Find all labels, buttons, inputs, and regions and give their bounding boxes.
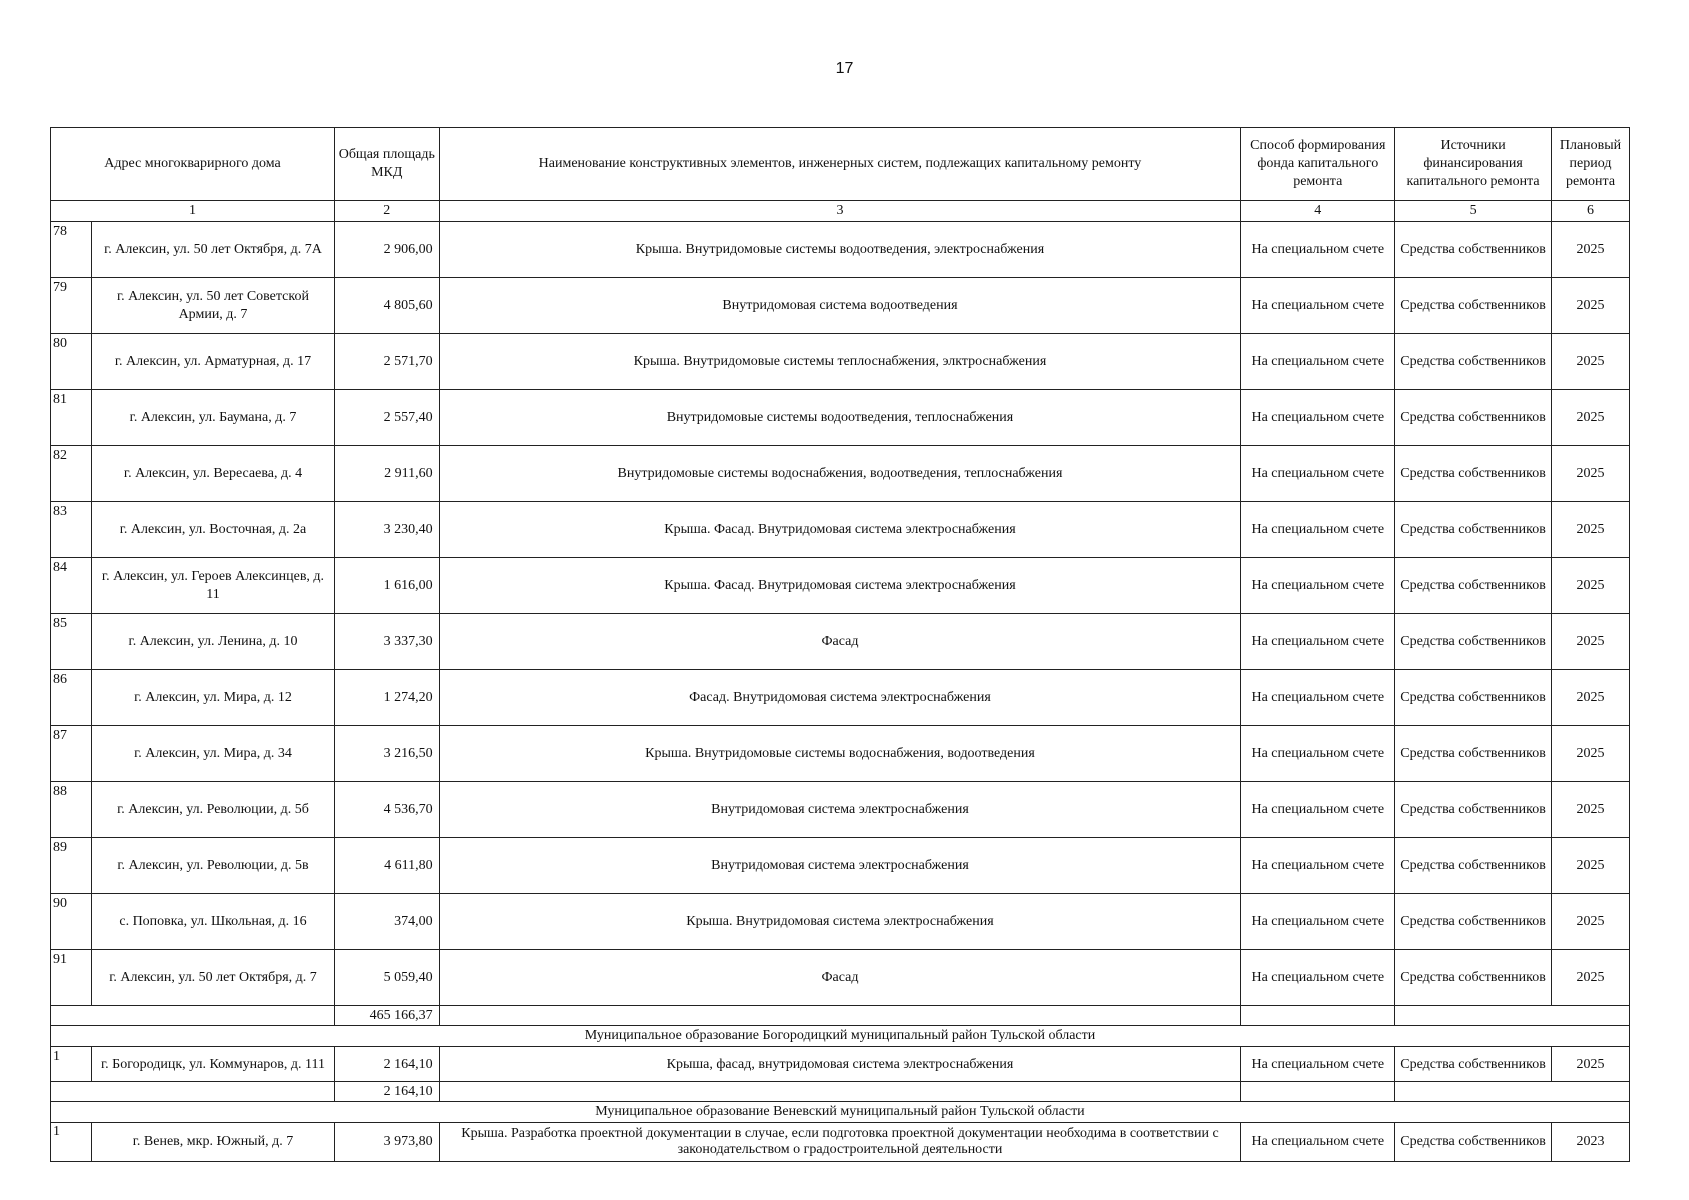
row-area: 374,00 bbox=[335, 894, 440, 950]
column-number: 5 bbox=[1395, 201, 1552, 222]
row-number: 1 bbox=[51, 1123, 92, 1162]
row-address: г. Алексин, ул. Мира, д. 12 bbox=[92, 670, 335, 726]
row-elements: Крыша, фасад, внутридомовая система электроснабжения bbox=[439, 1047, 1241, 1082]
row-period: 2023 bbox=[1552, 1123, 1630, 1162]
row-number: 83 bbox=[51, 502, 92, 558]
table-row bbox=[51, 614, 1630, 670]
row-address: г. Алексин, ул. Ленина, д. 10 bbox=[92, 614, 335, 670]
row-method: На специальном счете bbox=[1241, 838, 1395, 894]
header-period: Плановый период ремонта bbox=[1552, 128, 1630, 201]
column-number: 2 bbox=[335, 201, 440, 222]
row-number: 79 bbox=[51, 278, 92, 334]
page-number: 17 bbox=[835, 60, 854, 77]
row-method: На специальном счете bbox=[1241, 894, 1395, 950]
header-row bbox=[51, 128, 1630, 201]
section-heading-row bbox=[51, 1026, 1630, 1047]
section-heading-venev: Муниципальное образование Веневский муниципальный район Тульской области bbox=[51, 1102, 1630, 1123]
row-elements: Фасад bbox=[439, 614, 1241, 670]
row-address: г. Алексин, ул. Арматурная, д. 17 bbox=[92, 334, 335, 390]
row-method: На специальном счете bbox=[1241, 390, 1395, 446]
row-method: На специальном счете bbox=[1241, 334, 1395, 390]
row-method: На специальном счете bbox=[1241, 950, 1395, 1006]
row-method: На специальном счете bbox=[1241, 278, 1395, 334]
row-number: 78 bbox=[51, 222, 92, 278]
row-elements: Крыша. Внутридомовые системы водоотведения, электроснабжения bbox=[439, 222, 1241, 278]
row-elements: Внутридомовая система водоотведения bbox=[439, 278, 1241, 334]
row-address: г. Алексин, ул. Мира, д. 34 bbox=[92, 726, 335, 782]
row-address: г. Алексин, ул. Вересаева, д. 4 bbox=[92, 446, 335, 502]
table-row bbox=[51, 390, 1630, 446]
row-elements: Крыша. Внутридомовая система электроснабжения bbox=[439, 894, 1241, 950]
row-area: 1 274,20 bbox=[335, 670, 440, 726]
row-period: 2025 bbox=[1552, 838, 1630, 894]
row-number: 91 bbox=[51, 950, 92, 1006]
row-method: На специальном счете bbox=[1241, 558, 1395, 614]
row-source: Средства собственников bbox=[1395, 1123, 1552, 1162]
row-source: Средства собственников bbox=[1395, 502, 1552, 558]
row-address: г. Алексин, ул. Революции, д. 5б bbox=[92, 782, 335, 838]
row-period: 2025 bbox=[1552, 334, 1630, 390]
row-period: 2025 bbox=[1552, 950, 1630, 1006]
row-number: 81 bbox=[51, 390, 92, 446]
row-number: 89 bbox=[51, 838, 92, 894]
header-address: Адрес многокварирного дома bbox=[51, 128, 335, 201]
subtotal-empty-cell bbox=[1395, 1082, 1630, 1102]
row-method: На специальном счете bbox=[1241, 670, 1395, 726]
subtotal-area: 2 164,10 bbox=[335, 1082, 440, 1102]
row-address: г. Алексин, ул. 50 лет Советской Армии, д. 7 bbox=[92, 278, 335, 334]
subtotal-empty-cell bbox=[1395, 1006, 1630, 1026]
table-row bbox=[51, 1123, 1630, 1162]
subtotal-empty-cell bbox=[439, 1082, 1241, 1102]
row-area: 3 337,30 bbox=[335, 614, 440, 670]
row-area: 4 536,70 bbox=[335, 782, 440, 838]
row-number: 82 bbox=[51, 446, 92, 502]
subtotal-label-cell bbox=[51, 1006, 335, 1026]
row-area: 4 611,80 bbox=[335, 838, 440, 894]
row-elements: Фасад. Внутридомовая система электроснабжения bbox=[439, 670, 1241, 726]
row-address: г. Алексин, ул. Баумана, д. 7 bbox=[92, 390, 335, 446]
row-elements: Крыша. Внутридомовые системы теплоснабжения, элктроснабжения bbox=[439, 334, 1241, 390]
row-source: Средства собственников bbox=[1395, 334, 1552, 390]
table-row bbox=[51, 1047, 1630, 1082]
row-period: 2025 bbox=[1552, 222, 1630, 278]
table-row bbox=[51, 558, 1630, 614]
row-elements: Крыша. Внутридомовые системы водоснабжения, водоотведения bbox=[439, 726, 1241, 782]
subtotal-row bbox=[51, 1082, 1630, 1102]
row-method: На специальном счете bbox=[1241, 446, 1395, 502]
row-source: Средства собственников bbox=[1395, 950, 1552, 1006]
table-row bbox=[51, 278, 1630, 334]
row-method: На специальном счете bbox=[1241, 614, 1395, 670]
row-area: 2 571,70 bbox=[335, 334, 440, 390]
table-row bbox=[51, 894, 1630, 950]
header-area: Общая площадь МКД bbox=[335, 128, 440, 201]
row-source: Средства собственников bbox=[1395, 838, 1552, 894]
column-number: 1 bbox=[51, 201, 335, 222]
table-row bbox=[51, 782, 1630, 838]
row-elements: Внутридомовые системы водоотведения, теплоснабжения bbox=[439, 390, 1241, 446]
table-row bbox=[51, 446, 1630, 502]
column-number: 3 bbox=[439, 201, 1241, 222]
row-elements: Внутридомовая система электроснабжения bbox=[439, 838, 1241, 894]
row-source: Средства собственников bbox=[1395, 222, 1552, 278]
subtotal-row bbox=[51, 1006, 1630, 1026]
subtotal-area: 465 166,37 bbox=[335, 1006, 440, 1026]
row-area: 2 557,40 bbox=[335, 390, 440, 446]
subtotal-empty-cell bbox=[1241, 1006, 1395, 1026]
row-number: 90 bbox=[51, 894, 92, 950]
row-number: 85 bbox=[51, 614, 92, 670]
section-heading-bogoroditsk: Муниципальное образование Богородицкий муниципальный район Тульской области bbox=[51, 1026, 1630, 1047]
row-elements: Фасад bbox=[439, 950, 1241, 1006]
header-elements: Наименование конструктивных элементов, инженерных систем, подлежащих капитальному ремонту bbox=[439, 128, 1241, 201]
row-method: На специальном счете bbox=[1241, 222, 1395, 278]
row-period: 2025 bbox=[1552, 446, 1630, 502]
subtotal-label-cell bbox=[51, 1082, 335, 1102]
row-elements: Крыша. Фасад. Внутридомовая система электроснабжения bbox=[439, 558, 1241, 614]
repair-program-table bbox=[50, 127, 1630, 1162]
row-elements: Внутридомовая система электроснабжения bbox=[439, 782, 1241, 838]
row-number: 80 bbox=[51, 334, 92, 390]
row-method: На специальном счете bbox=[1241, 502, 1395, 558]
table-row bbox=[51, 502, 1630, 558]
row-period: 2025 bbox=[1552, 502, 1630, 558]
row-source: Средства собственников bbox=[1395, 390, 1552, 446]
table-row bbox=[51, 334, 1630, 390]
table-row bbox=[51, 670, 1630, 726]
row-area: 2 906,00 bbox=[335, 222, 440, 278]
row-source: Средства собственников bbox=[1395, 614, 1552, 670]
row-period: 2025 bbox=[1552, 278, 1630, 334]
row-period: 2025 bbox=[1552, 614, 1630, 670]
row-source: Средства собственников bbox=[1395, 1047, 1552, 1082]
row-source: Средства собственников bbox=[1395, 670, 1552, 726]
row-address: г. Богородицк, ул. Коммунаров, д. 111 bbox=[92, 1047, 335, 1082]
row-area: 2 911,60 bbox=[335, 446, 440, 502]
row-address: г. Алексин, ул. Революции, д. 5в bbox=[92, 838, 335, 894]
row-source: Средства собственников bbox=[1395, 558, 1552, 614]
column-number: 4 bbox=[1241, 201, 1395, 222]
row-elements: Крыша. Фасад. Внутридомовая система электроснабжения bbox=[439, 502, 1241, 558]
row-area: 3 973,80 bbox=[335, 1123, 440, 1162]
row-period: 2025 bbox=[1552, 894, 1630, 950]
row-area: 2 164,10 bbox=[335, 1047, 440, 1082]
row-area: 3 230,40 bbox=[335, 502, 440, 558]
header-method: Способ формирования фонда капитального ремонта bbox=[1241, 128, 1395, 201]
column-number-row bbox=[51, 201, 1630, 222]
row-area: 5 059,40 bbox=[335, 950, 440, 1006]
row-source: Средства собственников bbox=[1395, 894, 1552, 950]
row-address: г. Алексин, ул. 50 лет Октября, д. 7А bbox=[92, 222, 335, 278]
row-method: На специальном счете bbox=[1241, 1123, 1395, 1162]
row-method: На специальном счете bbox=[1241, 782, 1395, 838]
column-number: 6 bbox=[1552, 201, 1630, 222]
row-source: Средства собственников bbox=[1395, 278, 1552, 334]
row-source: Средства собственников bbox=[1395, 782, 1552, 838]
section-heading-row bbox=[51, 1102, 1630, 1123]
row-address: г. Алексин, ул. Героев Алексинцев, д. 11 bbox=[92, 558, 335, 614]
row-area: 4 805,60 bbox=[335, 278, 440, 334]
table-row bbox=[51, 726, 1630, 782]
row-address: с. Поповка, ул. Школьная, д. 16 bbox=[92, 894, 335, 950]
row-method: На специальном счете bbox=[1241, 726, 1395, 782]
row-address: г. Алексин, ул. 50 лет Октября, д. 7 bbox=[92, 950, 335, 1006]
row-number: 88 bbox=[51, 782, 92, 838]
row-number: 84 bbox=[51, 558, 92, 614]
row-number: 87 bbox=[51, 726, 92, 782]
row-elements: Крыша. Разработка проектной документации в случае, если подготовка проектной документации необходима в соответствии с законодательством о градостроительной деятельности bbox=[439, 1123, 1241, 1162]
row-period: 2025 bbox=[1552, 726, 1630, 782]
row-period: 2025 bbox=[1552, 782, 1630, 838]
row-number: 86 bbox=[51, 670, 92, 726]
row-address: г. Венев, мкр. Южный, д. 7 bbox=[92, 1123, 335, 1162]
row-period: 2025 bbox=[1552, 1047, 1630, 1082]
row-period: 2025 bbox=[1552, 558, 1630, 614]
subtotal-empty-cell bbox=[439, 1006, 1241, 1026]
row-source: Средства собственников bbox=[1395, 446, 1552, 502]
row-address: г. Алексин, ул. Восточная, д. 2а bbox=[92, 502, 335, 558]
row-period: 2025 bbox=[1552, 390, 1630, 446]
row-area: 1 616,00 bbox=[335, 558, 440, 614]
table-row bbox=[51, 222, 1630, 278]
row-period: 2025 bbox=[1552, 670, 1630, 726]
row-area: 3 216,50 bbox=[335, 726, 440, 782]
table-row bbox=[51, 838, 1630, 894]
subtotal-empty-cell bbox=[1241, 1082, 1395, 1102]
table-row bbox=[51, 950, 1630, 1006]
row-elements: Внутридомовые системы водоснабжения, водоотведения, теплоснабжения bbox=[439, 446, 1241, 502]
header-source: Источники финансирования капитального ремонта bbox=[1395, 128, 1552, 201]
row-method: На специальном счете bbox=[1241, 1047, 1395, 1082]
rows-aleksin bbox=[51, 222, 1630, 1162]
row-source: Средства собственников bbox=[1395, 726, 1552, 782]
row-number: 1 bbox=[51, 1047, 92, 1082]
